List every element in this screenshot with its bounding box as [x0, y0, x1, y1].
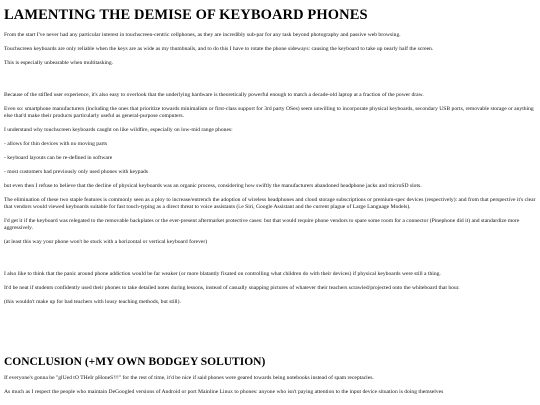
paragraph: If everyone's gonna be "glUed tO THeIr pHoneS!!!" for the rest of time, it'd be nice if said phones were geared towards being notebooks instead of spam receptacles.	[4, 375, 374, 381]
spacer	[4, 253, 536, 271]
spacer	[4, 74, 536, 92]
paragraph: It'd be neat if students confidently used their phones to take detailed notes during lessons, instead of casually snapping pictures of whatever their teachers scrawled/projected onto the whiteboard that hour.	[4, 285, 460, 291]
paragraph: Touchscreen keyboards are only reliable when the keys are as wide as my thumbnails, and to do this I have to rotate the phone sideways: causing the keyboard to take up nearly half the screen.	[4, 46, 434, 52]
paragraph: As much as I respect the people who maintain DeGoogled versions of Android or port Mainline Linux to phones: anyone who isn't paying attention to the input device situation is doing themselves	[4, 389, 444, 395]
spacer	[4, 313, 536, 355]
paragraph: This is especially unbearable when multitasking.	[4, 60, 114, 66]
list-item: - most customers had previously only used phones with keypads	[4, 169, 149, 175]
paragraph: I'd get it if the keyboard was relegated to the removable backplates or the ever-present aftermarket protective cases: but that would require phone vendors to spare some room for a connector (Pinephone did it) and standardize more aggressively.	[4, 218, 520, 231]
paragraph: I understand why touchscreen keyboards caught on like wildfire, especially on low-mid range phones:	[4, 127, 233, 133]
paragraph: The elimination of these two staple features is commonly seen as a ploy to increase/entrench the adoption of wireless headphones and cloud storage subscriptions or premium-spec devices (respectively): and from that perspective it's clear that vendors would viewed keyboards suitable for fast touch-typing as a direct threat to voice assistants (i.e Siri, Google Assistant and the current plague of Large Language Models).	[4, 197, 536, 210]
paragraph: From the start I've never had any particular interest in touchscreen-centric cellphones, as they are incredibly sub-par for any task beyond photography and passive web browsing.	[4, 32, 401, 38]
paragraph: but even then I refuse to believe that the decline of physical keyboards was an organic process, considering how swiftly the manufacturers abandoned headphone jacks and microSD slots.	[4, 183, 422, 189]
paragraph: Even so: smartphone manufacturers (including the ones that prioritize towards minimalism or first-class support for 3rd party OSes) seem unwilling to incorporate physical keyboards, secondary USB ports, removable storage or anything else that'd make their products particularly useful as general-purpose computers.	[4, 106, 534, 119]
paragraph: I also like to think that the panic around phone addiction would be far weaker (or more blatantly fixated on controlling what children do with their devices) if physical keyboards were still a thing.	[4, 271, 441, 277]
paragraph: (this wouldn't make up for bad teachers with lousy teaching methods, but still).	[4, 299, 181, 305]
list-item: - keyboard layouts can be re-defined in software	[4, 155, 113, 161]
article	[4, 6, 536, 403]
paragraph: (at least this way your phone won't be stuck with a horizontal or vertical keyboard forever)	[4, 239, 208, 245]
section-title: CONCLUSION (+MY OWN BODGEY SOLUTION)	[4, 356, 266, 368]
list-item: - allows for thin devices with no moving parts	[4, 141, 108, 147]
paragraph: Because of the stifled user experience, it's also easy to overlook that the underlying hardware is theoretically powerful enough to match a decade-old laptop at a fraction of the power draw.	[4, 92, 424, 98]
page-title: LAMENTING THE DEMISE OF KEYBOARD PHONES	[4, 7, 368, 23]
